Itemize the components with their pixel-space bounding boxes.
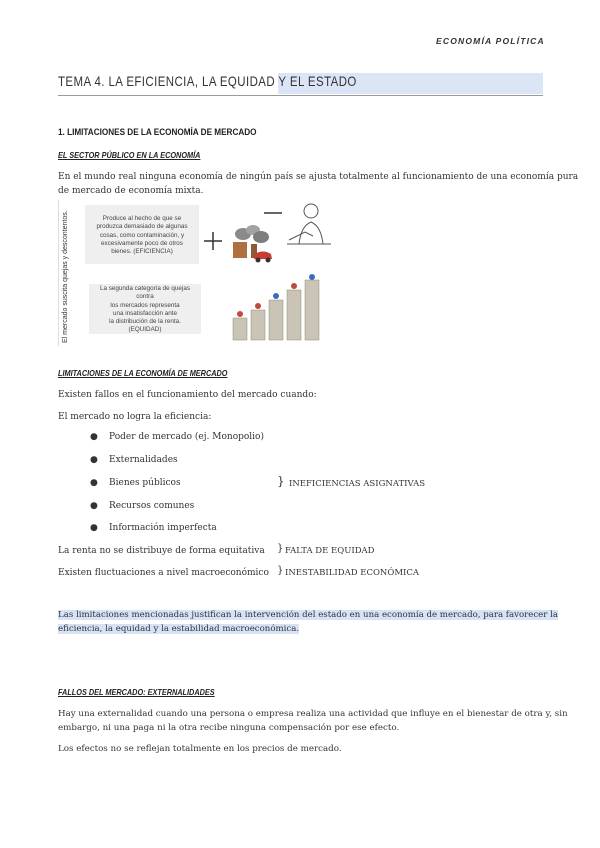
bullet-item: ● Bienes públicos [90,478,181,488]
box2-line: una insatisfacción ante [112,309,178,317]
box2-line: contra [136,293,154,301]
bullet-item: ● Poder de mercado (ej. Monopolio) [90,432,264,442]
box2-line: los mercados representa [110,301,180,309]
stability-line: Existen fluctuaciones a nivel macroeconómico [58,568,269,578]
equity-label: FALTA DE EQUIDAD [285,546,375,556]
intro-line: Existen fallos en el funcionamiento del mercado cuando: [58,390,317,400]
box1-line: bienes. (EFICIENCIA) [111,248,173,256]
subheading-externalidades: FALLOS DEL MERCADO: EXTERNALIDADES [58,687,215,697]
bullet-item: ● Recursos comunes [90,501,195,511]
box1-line: excesivamente poco de otros [101,239,183,247]
paragraph-line-1: En el mundo real ninguna economía de ningún país se ajusta totalmente al funcionamiento de una economía pura [58,172,579,182]
highlighted-conclusion-line-1: Las limitaciones mencionadas justifican la intervención del estado en una economía de mercado, para favorecer la [58,610,558,620]
person-sketch-illustration [285,200,333,248]
box2-line: La segunda categoría de quejas [100,285,190,292]
stability-label: INESTABILIDAD ECONÓMICA [285,568,420,578]
subheading-sector-publico: EL SECTOR PÚBLICO EN LA ECONOMÍA [58,150,201,160]
brace-icon: } [277,474,285,488]
figure-box-efficiency [85,205,199,264]
box1-line: produzca demasiado de algunas [96,223,188,231]
section-heading-limitaciones: 1. LIMITACIONES DE LA ECONOMÍA DE MERCADO [58,127,257,138]
figure-market-complaints [58,200,335,346]
paragraph-line-2: de mercado de economía mixta. [58,186,204,196]
course-header: ECONOMÍA POLÍTICA [436,36,545,46]
externality-paragraph-2: Los efectos no se reflejan totalmente en los precios de mercado. [58,744,342,754]
externality-paragraph-line-2: embargo, ni una paga ni la otra recibe ninguna compensación por ese efecto. [58,723,400,733]
brace-icon: } [277,543,284,554]
figure-box-equity [89,284,201,334]
page-title: TEMA 4. LA EFICIENCIA, LA EQUIDAD Y EL ESTADO [58,73,357,89]
brace-icon: } [277,565,284,576]
externality-paragraph-line-1: Hay una externalidad cuando una persona o empresa realiza una actividad que influye en el bienestar de otra y, sin [58,709,568,719]
bullet-item: ● Información imperfecta [90,523,217,533]
equity-line: La renta no se distribuye de forma equitativa [58,546,265,556]
pollution-illustration [225,220,275,266]
box2-line: (EQUIDAD) [128,326,162,334]
box1-line: Produce al hecho de que se [102,215,182,222]
subheading-limitaciones: LIMITACIONES DE LA ECONOMÍA DE MERCADO [58,368,228,378]
title-underline [58,95,543,96]
highlighted-conclusion-line-2: eficiencia, la equidad y la estabilidad macroeconómica. [58,624,300,634]
brace-label-ineficiencias: INEFICIENCIAS ASIGNATIVAS [289,479,426,489]
box1-line: cosas, como contaminación, y [99,231,185,239]
bullet-item: ● Externalidades [90,455,178,465]
minus-icon [263,208,283,218]
plus-icon [202,230,224,252]
figure-side-label: El mercado suscita quejas y descontentos. [62,210,69,343]
box2-line: la distribución de la renta. [109,318,181,326]
efficiency-line: El mercado no logra la eficiencia: [58,412,212,422]
coin-stacks-illustration [227,274,331,344]
